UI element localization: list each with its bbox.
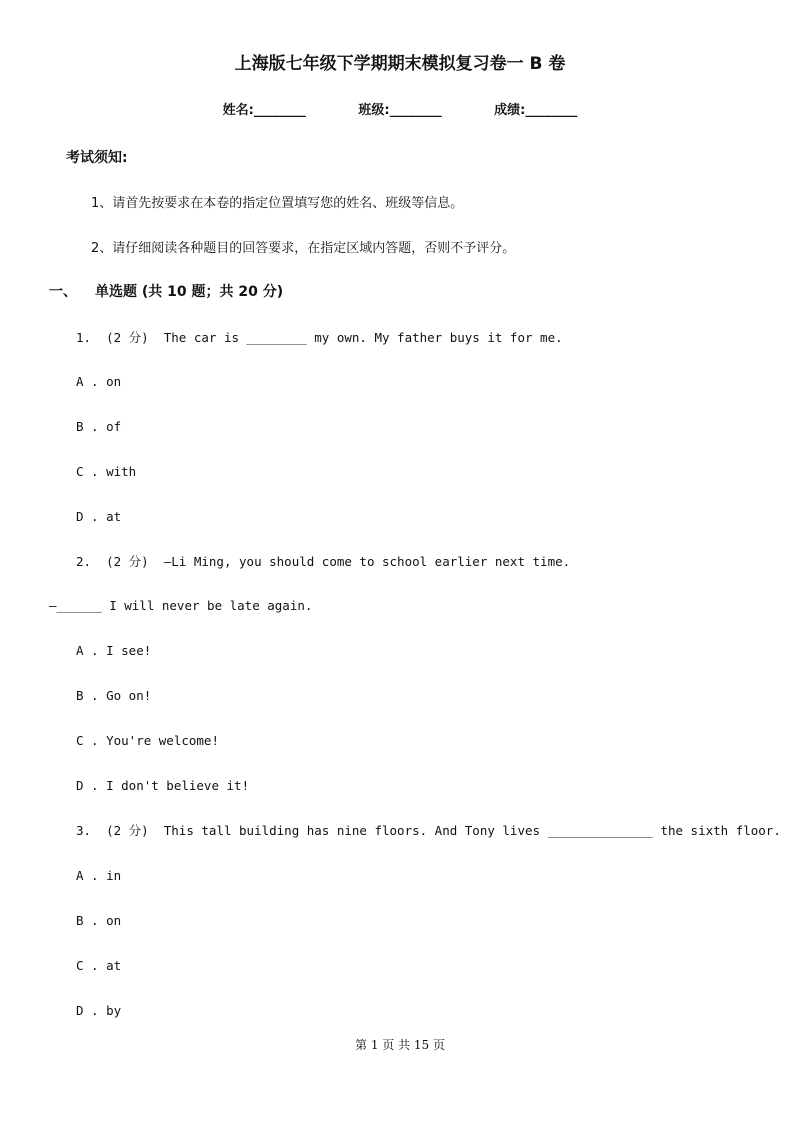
class-field: 班级:________ xyxy=(358,103,442,118)
question-stem: 1. (2 分) The car is ________ my own. My father buys it for me. xyxy=(76,330,563,345)
section-title: 单选题 (共 10 题；共 20 分) xyxy=(95,284,284,300)
question-stem-line2: —______ I will never be late again. xyxy=(49,598,313,613)
option-c: C . with xyxy=(76,464,137,479)
option-d: D . I don't believe it! xyxy=(76,778,250,793)
option-a: A . on xyxy=(76,374,122,389)
option-b: B . Go on! xyxy=(76,688,152,703)
notice-item: 1、请首先按要求在本卷的指定位置填写您的姓名、班级等信息。 xyxy=(91,196,464,211)
score-field: 成绩:________ xyxy=(494,103,578,118)
option-c: C . You're welcome! xyxy=(76,733,219,748)
option-d: D . by xyxy=(76,1003,122,1018)
question-stem: 3. (2 分) This tall building has nine floors. And Tony lives ______________ the sixth floor. xyxy=(76,823,781,838)
option-d: D . at xyxy=(76,509,122,524)
option-a: A . I see! xyxy=(76,643,152,658)
notice-heading: 考试须知: xyxy=(66,150,128,166)
option-b: B . on xyxy=(76,913,122,928)
option-a: A . in xyxy=(76,868,122,883)
section-number: 一、 xyxy=(49,284,77,300)
name-field: 姓名:________ xyxy=(222,103,306,118)
section-heading xyxy=(49,281,283,301)
notice-item: 2、请仔细阅读各种题目的回答要求，在指定区域内答题，否则不予评分。 xyxy=(91,241,516,256)
page-footer: 第 1 页 共 15 页 xyxy=(355,1038,445,1052)
question-stem: 2. (2 分) —Li Ming, you should come to school earlier next time. xyxy=(76,554,571,569)
student-info xyxy=(0,99,800,118)
page-title: 上海版七年级下学期期末模拟复习卷一 B 卷 xyxy=(234,54,566,74)
option-b: B . of xyxy=(76,419,122,434)
option-c: C . at xyxy=(76,958,122,973)
